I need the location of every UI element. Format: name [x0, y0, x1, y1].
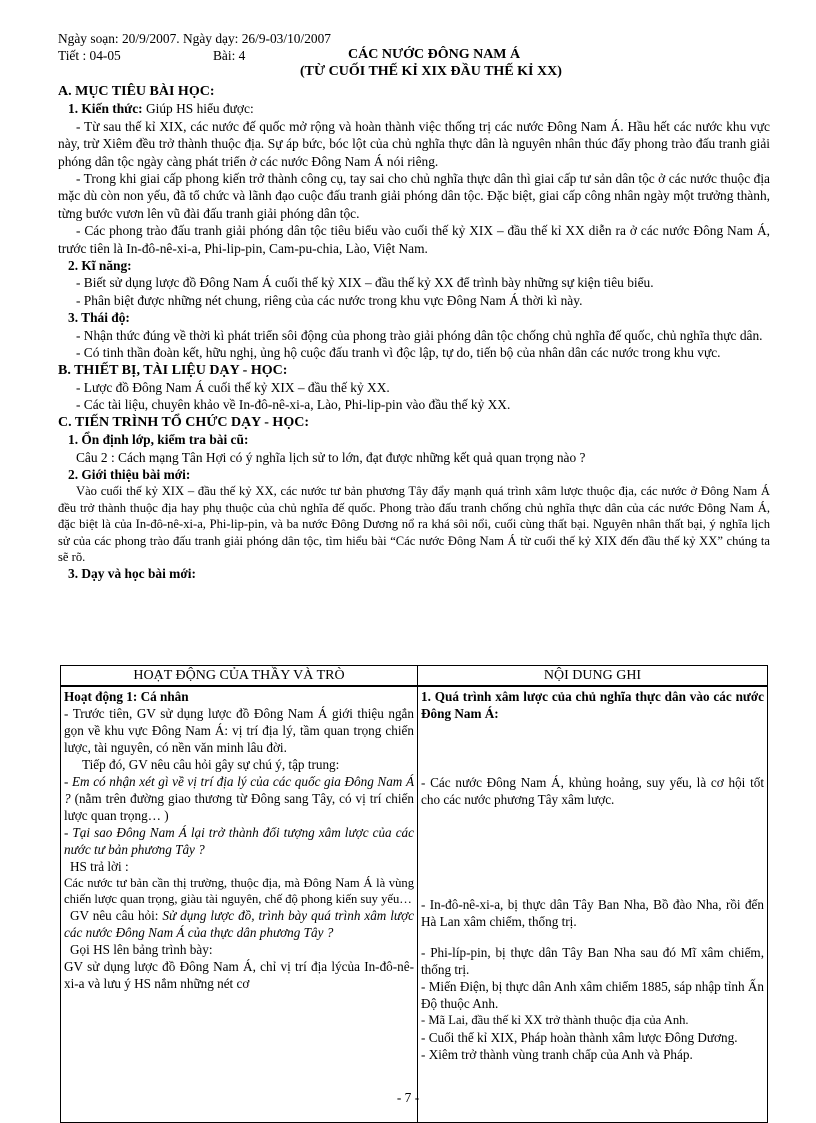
- skill-point-2: - Phân biệt được những nét chung, riêng của các nước trong khu vực Đông Nam Á thời kì này.: [76, 292, 583, 308]
- activity-p1: - Trước tiên, GV sử dụng lược đồ Đông Nam Á giới thiệu ngắn gọn về khu vực Đông Nam Á: vị trí địa lý, tầm quan trọng chiến lược, tài nguyên, có nền văn minh lâu đời.: [64, 706, 414, 755]
- intro-paragraph: Vào cuối thế kỷ XIX – đầu thế kỷ XX, các nước tư bản phương Tây đẩy mạnh quá trình xâm lược thuộc địa, các nước ở Đông Nam Á đều trở thành thuộc địa hay phụ thuộc của chủ nghĩa đế quốc. Phong trào đấu tranh chống chủ nghĩa thực dân của các nước Đông Nam Á, đặc biệt là của In-đô-nê-xi-a, Phi-lip-pin, và ba nước Đông Dương nổ ra khá sôi nổi, cuối cùng thất bại. Nguyên nhân thất bại, ý nghĩa lịch sử của các phong trào đấu tranh giải phóng dân tộc, tìm hiểu bài “Các nước Đông Nam Á từ cuối thế kỷ XIX đến đầu thế kỷ XX” chúng ta sẽ rõ.: [58, 484, 770, 564]
- hs-answer: Các nước tư bản cần thị trường, thuộc địa, mà Đông Nam Á là vùng chiến lược quan trọng, giàu tài nguyên, chế độ phong kiến suy yếu…: [64, 876, 414, 906]
- knowledge-label: 1. Kiến thức:: [68, 101, 143, 117]
- activity-cell: [61, 686, 418, 1123]
- attitude-point-1: - Nhận thức đúng về thời kì phát triển sôi động của phong trào giải phóng dân tộc chống chủ nghĩa đế quốc, chủ nghĩa thực dân.: [76, 327, 763, 343]
- section-b-heading: B. THIẾT BỊ, TÀI LIỆU DẠY - HỌC:: [58, 362, 288, 378]
- activity-label: Hoạt động 1: Cá nhân: [64, 689, 189, 704]
- activity-q1: [64, 773, 414, 824]
- intro-heading: 2. Giới thiệu bài mới:: [68, 466, 191, 482]
- question-2: - Tại sao Đông Nam Á lại trở thành đối tượng xâm lược của các nước tư bản phương Tây ?: [64, 825, 414, 857]
- hs-label: HS trả lời :: [70, 859, 129, 874]
- attitude-heading: 3. Thái độ:: [68, 310, 130, 326]
- table-header-row: [61, 666, 768, 687]
- note-4: - Miến Điện, bị thực dân Anh xâm chiếm 1885, sáp nhập tỉnh Ấn Độ thuộc Anh.: [421, 979, 765, 1011]
- period-label: Tiết : 04-05: [58, 48, 121, 63]
- col-notes-header: NỘI DUNG GHI: [418, 666, 768, 687]
- equipment-point-2: - Các tài liệu, chuyên khảo về In-đô-nê-xi-a, Lào, Phi-lip-pin vào đầu thế kỷ XX.: [76, 397, 511, 413]
- attitude-point-2: - Có tinh thần đoàn kết, hữu nghị, ủng hộ cuộc đấu tranh vì độc lập, tự do, tiến bộ của nhân dân các nước trong khu vực.: [76, 345, 721, 361]
- gv-question: [64, 907, 414, 941]
- lesson-subtitle: (TỪ CUỐI THẾ KỈ XIX ĐẦU THẾ KỈ XX): [300, 64, 562, 79]
- col-teacher-student-header: HOẠT ĐỘNG CỦA THẦY VÀ TRÒ: [61, 666, 418, 687]
- gv-question-text: Sử dụng lược đồ, trình bày quá trình xâm lược các nước Đông Nam Á của thực dân phương Tây ?: [64, 908, 414, 940]
- skills-heading: 2. Kĩ năng:: [68, 258, 132, 274]
- lesson-title: CÁC NƯỚC ĐÔNG NAM Á: [348, 47, 521, 62]
- document-header: [58, 30, 770, 79]
- notes-heading: 1. Quá trình xâm lược của chủ nghĩa thực dân vào các nước Đông Nam Á:: [421, 689, 764, 721]
- note-3: - Phi-líp-pin, bị thực dân Tây Ban Nha sau đó Mĩ xâm chiếm, thống trị.: [421, 945, 764, 977]
- question-1: - Em có nhận xét gì về vị trí địa lý của các quốc gia Đông Nam Á ?: [64, 774, 414, 806]
- knowledge-heading: [68, 100, 770, 117]
- class-check-heading: 1. Ổn định lớp, kiểm tra bài cũ:: [68, 432, 249, 448]
- note-1: - Các nước Đông Nam Á, khủng hoảng, suy yếu, là cơ hội tốt cho các nước phương Tây xâm lược.: [421, 775, 764, 807]
- knowledge-intro: Giúp HS hiểu được:: [142, 101, 254, 117]
- skill-point-1: - Biết sử dụng lược đồ Đông Nam Á cuối thế kỷ XIX – đầu thế kỷ XX để trình bày những sự kiện tiêu biểu.: [76, 275, 654, 291]
- lesson-label: Bài: 4: [213, 48, 246, 63]
- activity-last: GV sử dụng lược đồ Đông Nam Á, chỉ vị trí địa lýcủa In-đô-nê-xi-a và lưu ý HS nắm những nét cơ: [64, 959, 414, 991]
- note-2: - In-đô-nê-xi-a, bị thực dân Tây Ban Nha, Bồ đào Nha, rồi đến Hà Lan xâm chiếm, thống trị.: [421, 897, 764, 929]
- section-c-heading: C. TIẾN TRÌNH TỔ CHỨC DẠY - HỌC:: [58, 414, 309, 430]
- new-lesson-heading: 3. Dạy và học bài mới:: [68, 566, 196, 582]
- question-1-note: (nằm trên đường giao thương từ Đông sang Tây, có vị trí chiến lược quan trọng… ): [64, 791, 414, 823]
- knowledge-point-1: - Từ sau thế kỉ XIX, các nước đế quốc mở rộng và hoàn thành việc thống trị các nước Đông Nam Á. Hầu hết các nước khu vực này, trừ Xiêm đều trở thành thuộc địa. Sự áp bức, bóc lột của chủ nghĩa thực dân là nguyên nhân thúc đẩy phong trào đấu tranh giải phóng dân tộc ngày càng phát triển ở các nước Đông Nam Á nói riêng.: [58, 118, 770, 169]
- page-number: - 7 -: [396, 1090, 420, 1105]
- section-a-heading: A. MỤC TIÊU BÀI HỌC:: [58, 84, 215, 99]
- table-row: [61, 686, 768, 1123]
- note-6: - Cuối thế kỉ XIX, Pháp hoàn thành xâm lược Đông Dương.: [421, 1030, 738, 1045]
- equipment-point-1: - Lược đồ Đông Nam Á cuối thế kỷ XIX – đầu thế kỷ XX.: [76, 379, 390, 395]
- knowledge-point-3: - Các phong trào đấu tranh giải phóng dân tộc tiêu biểu vào cuối thế kỷ XIX – đầu thế kỉ XX diễn ra ở các nước Đông Nam Á, trước tiên là In-đô-nê-xi-a, Phi-lip-pin, Cam-pu-chia, Lào, Việt Nam.: [58, 223, 770, 256]
- notes-cell: [418, 686, 768, 1123]
- note-7: - Xiêm trở thành vùng tranh chấp của Anh và Pháp.: [421, 1047, 693, 1062]
- gv-question-intro: GV nêu câu hỏi:: [70, 908, 163, 923]
- knowledge-point-2: - Trong khi giai cấp phong kiến trở thành công cụ, tay sai cho chủ nghĩa thực dân thì giai cấp tư sản dân tộc ở các nước thuộc địa mặc dù còn non yếu, đã tổ chức và lãnh đạo cuộc đấu tranh giải phóng dân tộc. Đặc biệt, giai cấp công nhân ngày một trưởng thành, từng bước vươn lên vũ đài đấu tranh giải phóng dân tộc.: [58, 171, 770, 221]
- document-page: [58, 30, 770, 583]
- lesson-table: [60, 665, 768, 1123]
- review-question: Câu 2 : Cách mạng Tân Hợi có ý nghĩa lịch sử to lớn, đạt được những kết quả quan trọng nào ?: [76, 449, 586, 465]
- activity-p2: Tiếp đó, GV nêu câu hỏi gây sự chú ý, tập trung:: [82, 757, 340, 772]
- dates-line: Ngày soạn: 20/9/2007. Ngày dạy: 26/9-03/10/2007: [58, 31, 331, 46]
- note-5: - Mã Lai, đầu thế kỉ XX trở thành thuộc địa của Anh.: [421, 1013, 689, 1027]
- call-student: Gọi HS lên bảng trình bày:: [70, 942, 213, 957]
